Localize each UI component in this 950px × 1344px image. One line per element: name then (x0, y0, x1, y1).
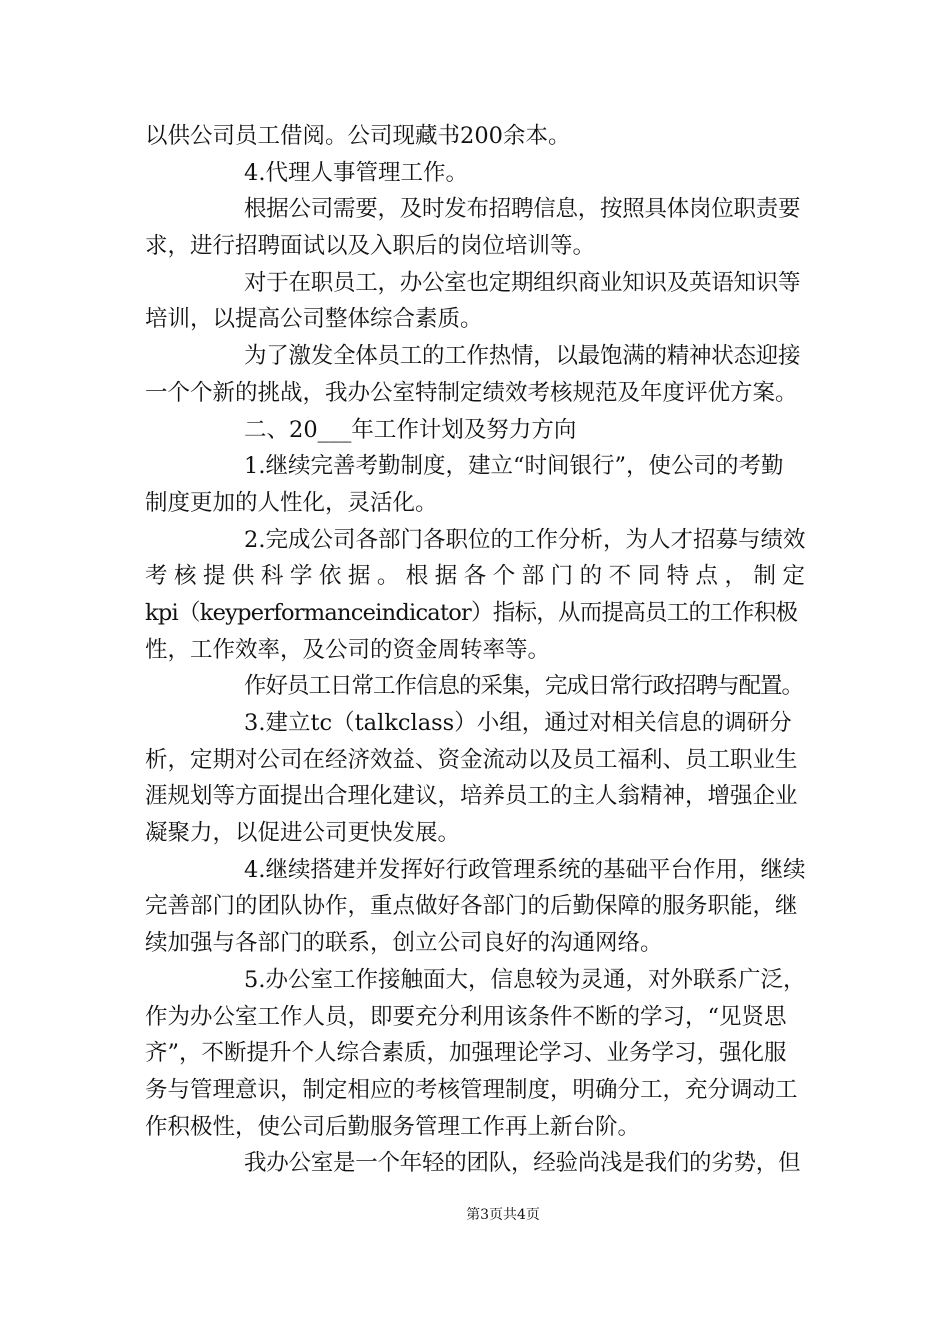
text-line: 1.继续完善考勤制度，建立“时间银行”，使公司的考勤 (244, 453, 784, 480)
text-line: 考核提供科学依据。根据各个部门的不同特点，制定 (145, 563, 805, 590)
text-line: 以供公司员工借阅。公司现藏书200余本。 (145, 123, 571, 149)
text-line: 求，进行招聘面试以及入职后的岗位培训等。 (145, 233, 596, 260)
text-line: 二、20___年工作计划及努力方向 (244, 416, 577, 443)
text-line: 务与管理意识，制定相应的考核管理制度，明确分工，充分调动工 (145, 1076, 798, 1103)
text-line: 制度更加的人性化，灵活化。 (145, 489, 438, 516)
page-footer (0, 1206, 950, 1224)
text-line: 一个个新的挑战，我办公室特制定绩效考核规范及年度评优方案。 (145, 379, 798, 406)
text-line: 续加强与各部门的联系，创立公司良好的沟通网络。 (145, 930, 663, 957)
text-line: 作积极性，使公司后勤服务管理工作再上新台阶。 (145, 1113, 641, 1140)
text-line: 齐”，不断提升个人综合素质，加强理论学习、业务学习，强化服 (145, 1040, 787, 1067)
text-line: 2.完成公司各部门各职位的工作分析，为人才招募与绩效 (244, 526, 806, 553)
text-line: 涯规划等方面提出合理化建议，培养员工的主人翁精神，增强企业 (145, 783, 798, 810)
text-line: 我办公室是一个年轻的团队，经验尚浅是我们的劣势，但 (244, 1150, 801, 1177)
text-line: 性，工作效率，及公司的资金周转率等。 (145, 636, 551, 663)
text-line: 培训，以提高公司整体综合素质。 (145, 306, 483, 333)
text-line: 析，定期对公司在经济效益、资金流动以及员工福利、员工职业生 (145, 746, 798, 773)
text-line: 作为办公室工作人员，即要充分利用该条件不断的学习，“见贤思 (145, 1003, 787, 1030)
page-number-label: 第3页共4页 (466, 1207, 540, 1223)
text-line: 根据公司需要，及时发布招聘信息，按照具体岗位职责要 (244, 196, 801, 223)
text-line: 5.办公室工作接触面大，信息较为灵通，对外联系广泛， (244, 966, 806, 993)
text-line: 作好员工日常工作信息的采集，完成日常行政招聘与配置。 (244, 673, 804, 700)
text-line: kpi（keyperformanceindicator）指标，从而提高员工的工作积极 (145, 599, 798, 626)
text-line: 为了激发全体员工的工作热情，以最饱满的精神状态迎接 (244, 343, 801, 370)
text-line: 完善部门的团队协作，重点做好各部门的后勤保障的服务职能，继 (145, 893, 798, 920)
text-line: 凝聚力，以促进公司更快发展。 (145, 820, 461, 847)
text-line: 3.建立tc（talkclass）小组，通过对相关信息的调研分 (244, 710, 792, 736)
document-body (145, 118, 805, 1182)
text-line: 4.代理人事管理工作。 (244, 159, 468, 186)
text-line: 4.继续搭建并发挥好行政管理系统的基础平台作用，继续 (244, 856, 806, 883)
text-line: 对于在职员工，办公室也定期组织商业知识及英语知识等 (244, 269, 801, 296)
